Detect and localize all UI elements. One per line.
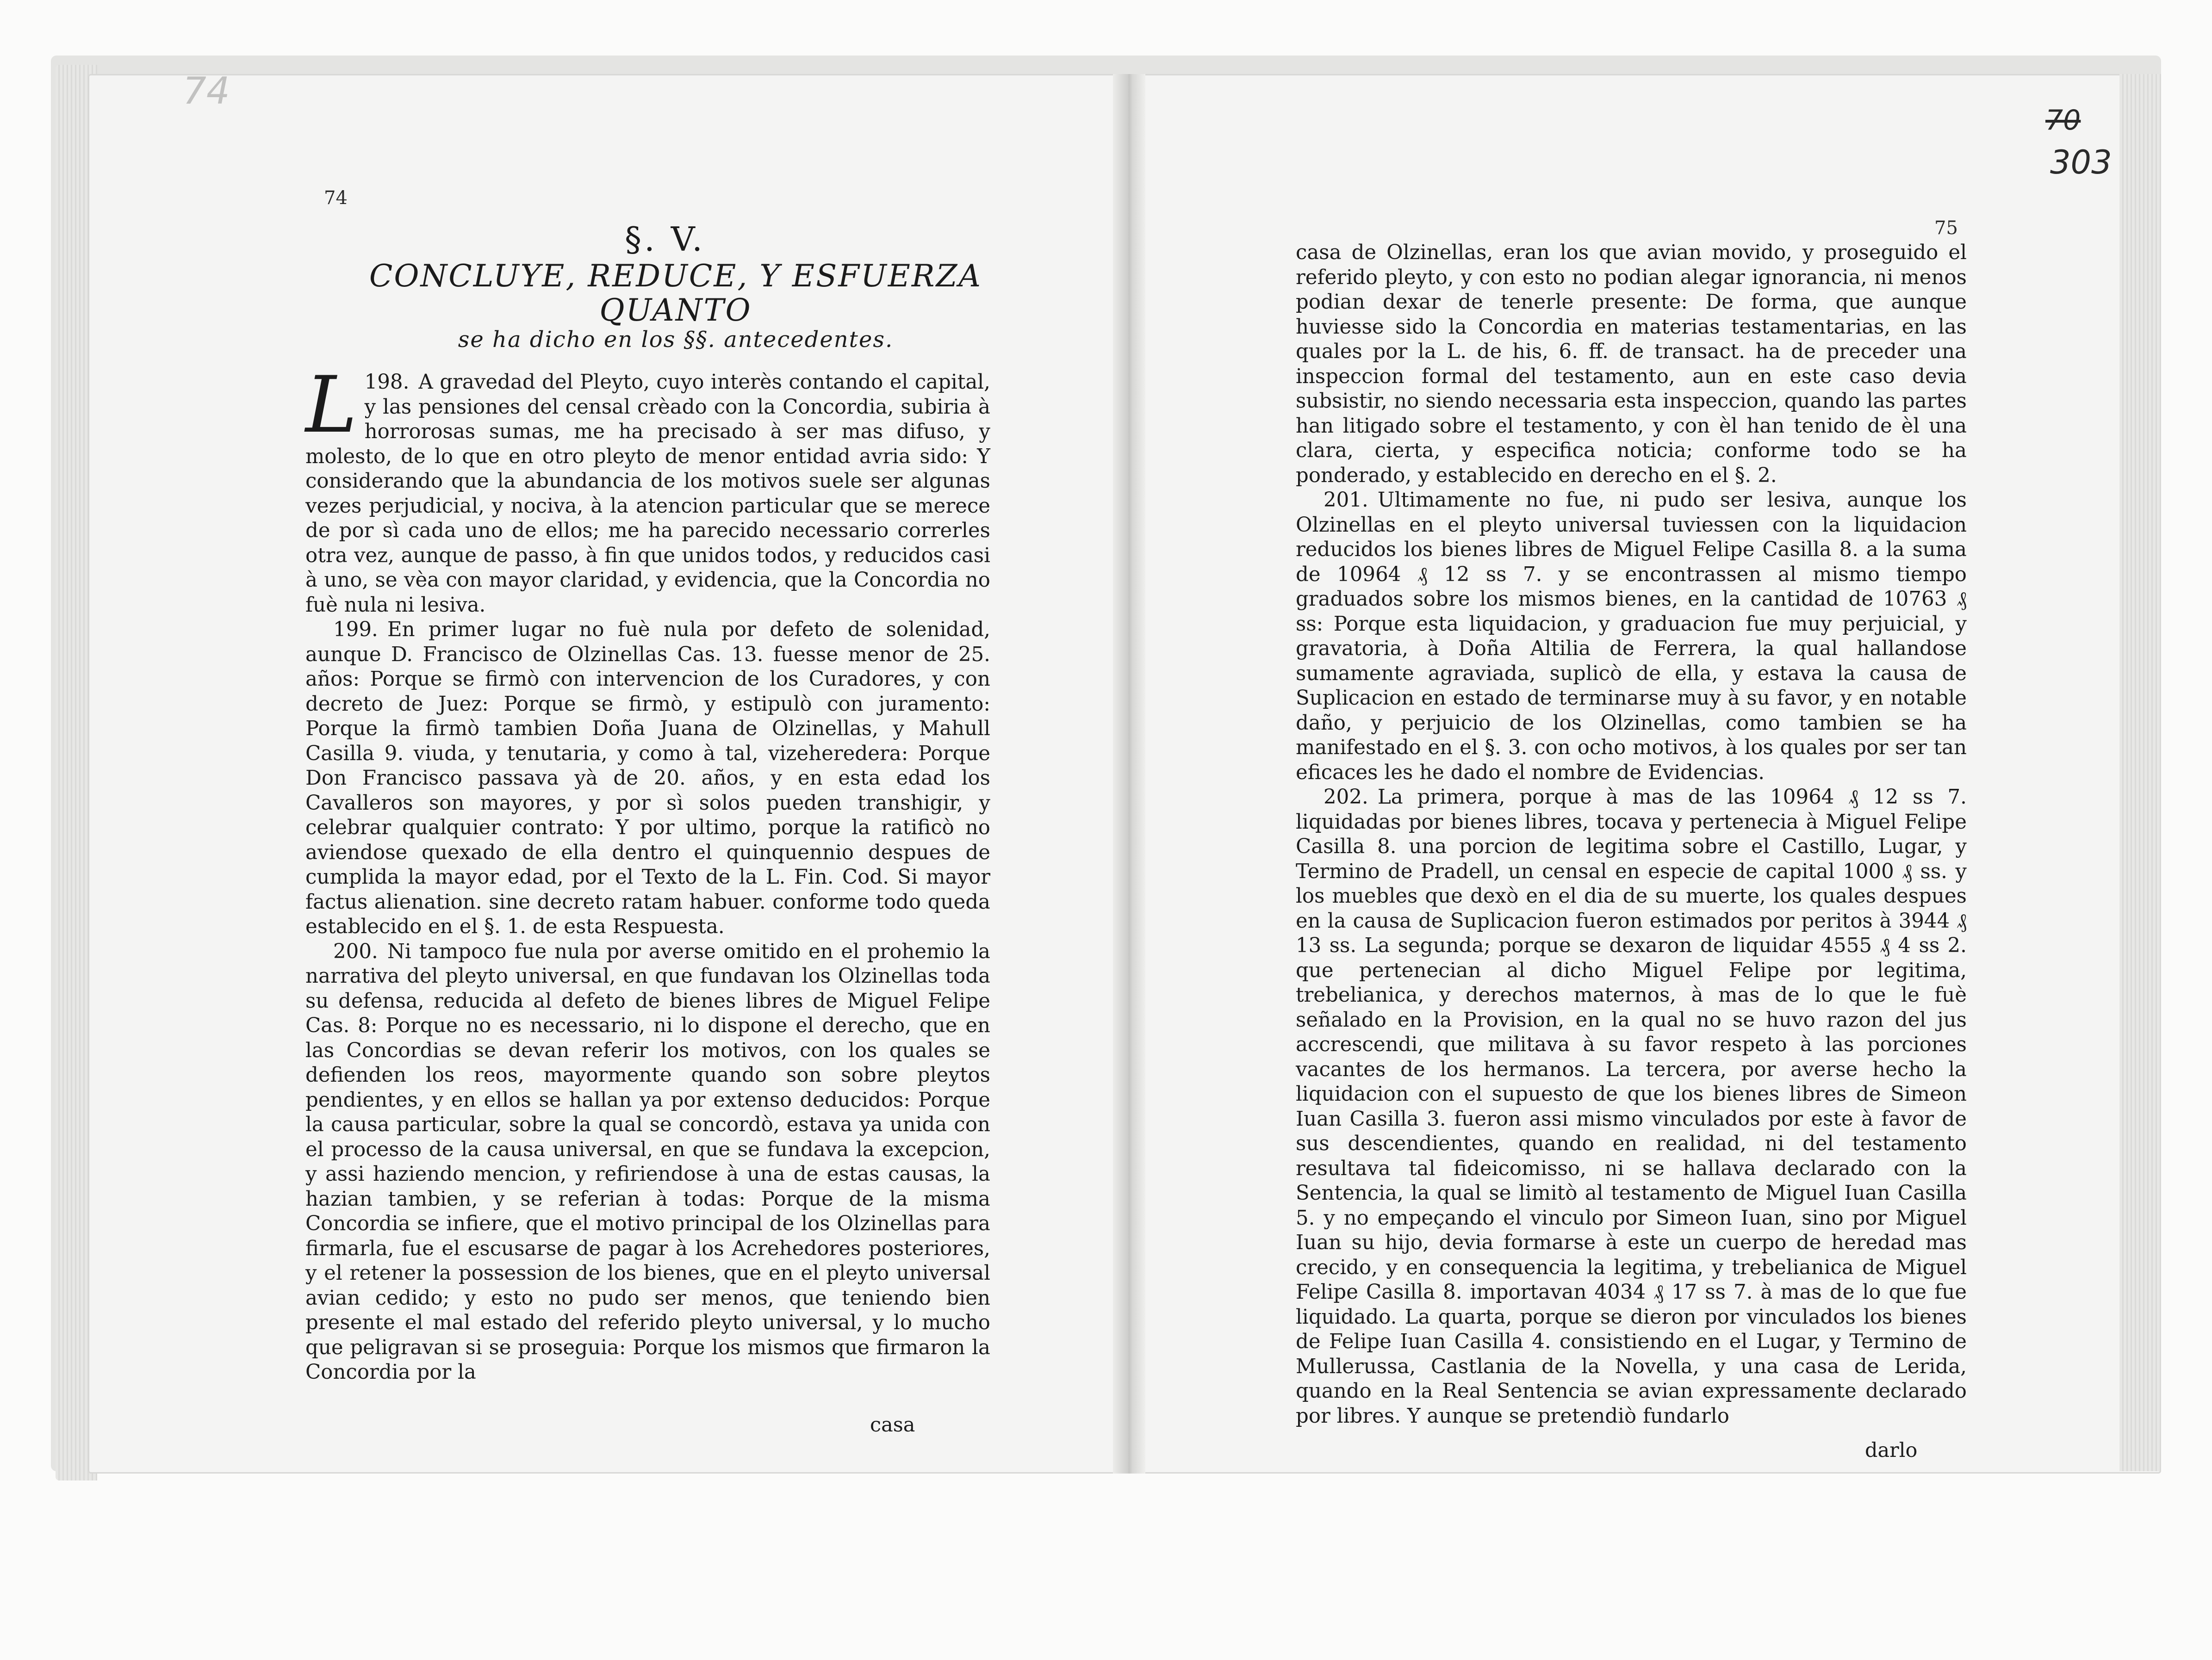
right-page-number: 75: [1934, 217, 1958, 239]
paragraph-number: 200.: [333, 940, 378, 963]
paragraph-number: 201.: [1323, 489, 1368, 512]
left-catchword: casa: [870, 1413, 915, 1437]
drop-capital: L: [305, 359, 357, 450]
handwritten-corner-number: 74: [183, 69, 230, 112]
paragraph-202: [1296, 785, 1967, 1429]
paragraph-continued: [1296, 241, 1967, 488]
paragraph-text: Ni tampoco fue nula por averse omitido en el prohemio la narrativa del pleyto universal, en que fundavan los Olzinellas toda su defensa, reducida al defeto de bienes libres de Miguel Felipe Cas. 8: Porque no es necessario, ni lo dispone el derecho, que en las Concordias se devan referir los motivos, con los quales se defienden los reos, mayormente quando son sobre pleytos pendientes, y en ellos se hallan ya por extenso deducidos: Porque la causa particular, sobre la qual se concordò, estava ya unida con el processo de la causa universal, en que se fundava la excepcion, y assi haziendo mencion, y refiriendose à una de estas causas, la hazian tambien, y se referian à todas: Porque de la misma Concordia se infiere, que el motivo principal de los Olzinellas para firmarla, fue el escusarse de pagar à los Acrehedores posteriores, y el retener la possession de los bienes, que en el pleyto universal avian cedido; y esto no pudo ser menos, que teniendo bien presente el mal estado del referido pleyto universal, y lo mucho que peligravan si se proseguia: Porque los mismos que firmaron la Concordia por la: [305, 940, 990, 1384]
paragraph-text: En primer lugar no fuè nula por defeto de solenidad, aunque D. Francisco de Olzinellas Cas. 13. fuesse menor de 25. años: Porque se firmò con intervencion de los Curadores, y con decreto de Juez: Porque se firmò, y estipulò con juramento: Porque la firmò tambien Doña Juana de Olzinellas, y Mahull Casilla 9. viuda, y tenutaria, y como à tal, vizeheredera: Porque Don Francisco passava yà de 20. años, y en esta edad los Cavalleros son mayores, y por sì solos pueden transhigir, y celebrar qualquier contrato: Y por ultimo, porque la ratificò no aviendose quexado de ella dentro el quinquennio despues de cumplida la mayor edad, por el Texto de la L. Fin. Cod. Si mayor factus alienation. sine decreto ratam habuer. conforme todo queda establecido en el §. 1. de esta Respuesta.: [305, 618, 990, 938]
left-page-text: [305, 359, 990, 1385]
section-mark: §. V.: [625, 220, 706, 259]
paragraph-number: 198.: [364, 371, 410, 394]
right-catchword: darlo: [1865, 1439, 1918, 1462]
book-gutter: [1113, 74, 1145, 1474]
page-edges-right: [2119, 74, 2161, 1471]
paragraph-text: Ultimamente no fue, ni pudo ser lesiva, aunque los Olzinellas en el pleyto universal tuviessen con la liquidacion reducidos los bienes libres de Miguel Felipe Casilla 8. a la suma de 10964 ₰ 12 ss 7. y se encontrassen al mismo tiempo graduados sobre los mismos bienes, en la cantidad de 10763 ₰ ss: Porque esta liquidacion, y graduacion fue muy perjuicial, y gravatoria, à Doña Altilia de Ferrera, la qual hallandose sumamente agraviada, suplicò de ella, y estava la causa de Suplicacion en estado de terminarse muy à su favor, y en notable daño, y perjuicio de los Olzinellas, como tambien se ha manifestado en el §. 3. con ocho motivos, à los quales por ser tan eficaces les he dado el nombre de Evidencias.: [1296, 489, 1967, 784]
paragraph-201: [1296, 488, 1967, 785]
paragraph-number: 202.: [1323, 786, 1368, 809]
paragraph-198: [305, 359, 990, 618]
paragraph-199: [305, 618, 990, 940]
heading-line-2: se ha dicho en los §§. antecedentes.: [458, 326, 894, 353]
paragraph-text: A gravedad del Pleyto, cuyo interès contando el capital, y las pensiones del censal crèado con la Concordia, subiria à horrorosas sumas, me ha precisado à ser mas difuso, y molesto, de lo que en otro pleyto de menor entidad avria sido: Y considerando que la abundancia de los motivos suele ser algunas vezes perjudicial, y nociva, à la atencion particular que se merece de por sì cada uno de ellos; me ha parecido necessario correrles otra vez, aunque de passo, à fin que unidos todos, y reducidos casi à uno, se vèa con mayor claridad, y evidencia, que la Concordia no fuè nula ni lesiva.: [305, 371, 990, 617]
paragraph-text: La primera, porque à mas de las 10964 ₰ 12 ss 7. liquidadas por bienes libres, tocava y pertenecia à Miguel Felipe Casilla 8. una porcion de legitima sobre el Castillo, Lugar, y Termino de Pradell, un censal en especie de capital 1000 ₰ ss. y los muebles que dexò en el dia de su muerte, los quales despues en la causa de Suplicacion fueron estimados por peritos à 3944 ₰ 13 ss. La segunda; porque se dexaron de liquidar 4555 ₰ 4 ss 2. que pertenecian al dicho Miguel Felipe por legitima, trebelianica, y derechos maternos, à mas de lo que le fuè señalado en la Provision, en la qual no se huvo razon del jus accrescendi, que militava à su favor respeto à las porciones vacantes de los hermanos. La tercera, por averse hecho la liquidacion con el supuesto de que los bienes libres de Simeon Iuan Casilla 3. fueron assi mismo vinculados por este à favor de sus descendientes, quando en realidad, ni del testamento resultava tal fideicomisso, ni se hallava declarado con la Sentencia, la qual se limitò al testamento de Miguel Iuan Casilla 5. y no empeçando el vinculo por Simeon Iuan, sino por Miguel Iuan su hijo, devia formarse à este un cuerpo de heredad mas crecido, y en consequencia la legitima, y trebelianica de Miguel Felipe Casilla 8. importavan 4034 ₰ 17 ss 7. à mas de lo que fue liquidado. La quarta, porque se dieron por vinculados los bienes de Felipe Iuan Casilla 4. consistiendo en el Lugar, y Termino de Mullerussa, Castlania de la Novella, y una casa de Lerida, quando en la Real Sentencia se avian expressamente declarado por libres. Y aunque se pretendiò fundarlo: [1296, 786, 1967, 1428]
paragraph-text: casa de Olzinellas, eran los que avian movido, y proseguido el referido pleyto, y con esto no podian alegar ignorancia, ni menos podian dexar de tenerle presente: De forma, que aunque huviesse sido la Concordia en materias testamentarias, en las quales por la L. de his, 6. ff. de transact. ha de preceder una inspeccion formal del testamento, aun en este caso devia subsistir, no siendo necessaria esta inspeccion, quando las partes han litigado sobre el testamento, y con èl han tenido de èl una clara, cierta, y especifica noticia; conforme todo se ha ponderado, y establecido en derecho en el §. 2.: [1296, 241, 1967, 487]
handwritten-folio-number: 303: [2050, 143, 2112, 181]
right-page-text: [1296, 241, 1967, 1429]
heading-line-1: CONCLUYE, REDUCE, Y ESFUERZA QUANTO: [369, 258, 982, 328]
struck-folio-number: 70: [2045, 104, 2081, 136]
paragraph-number: 199.: [333, 618, 378, 641]
section-heading: [319, 259, 1032, 353]
paragraph-200: [305, 940, 990, 1385]
left-page-number: 74: [324, 187, 348, 209]
